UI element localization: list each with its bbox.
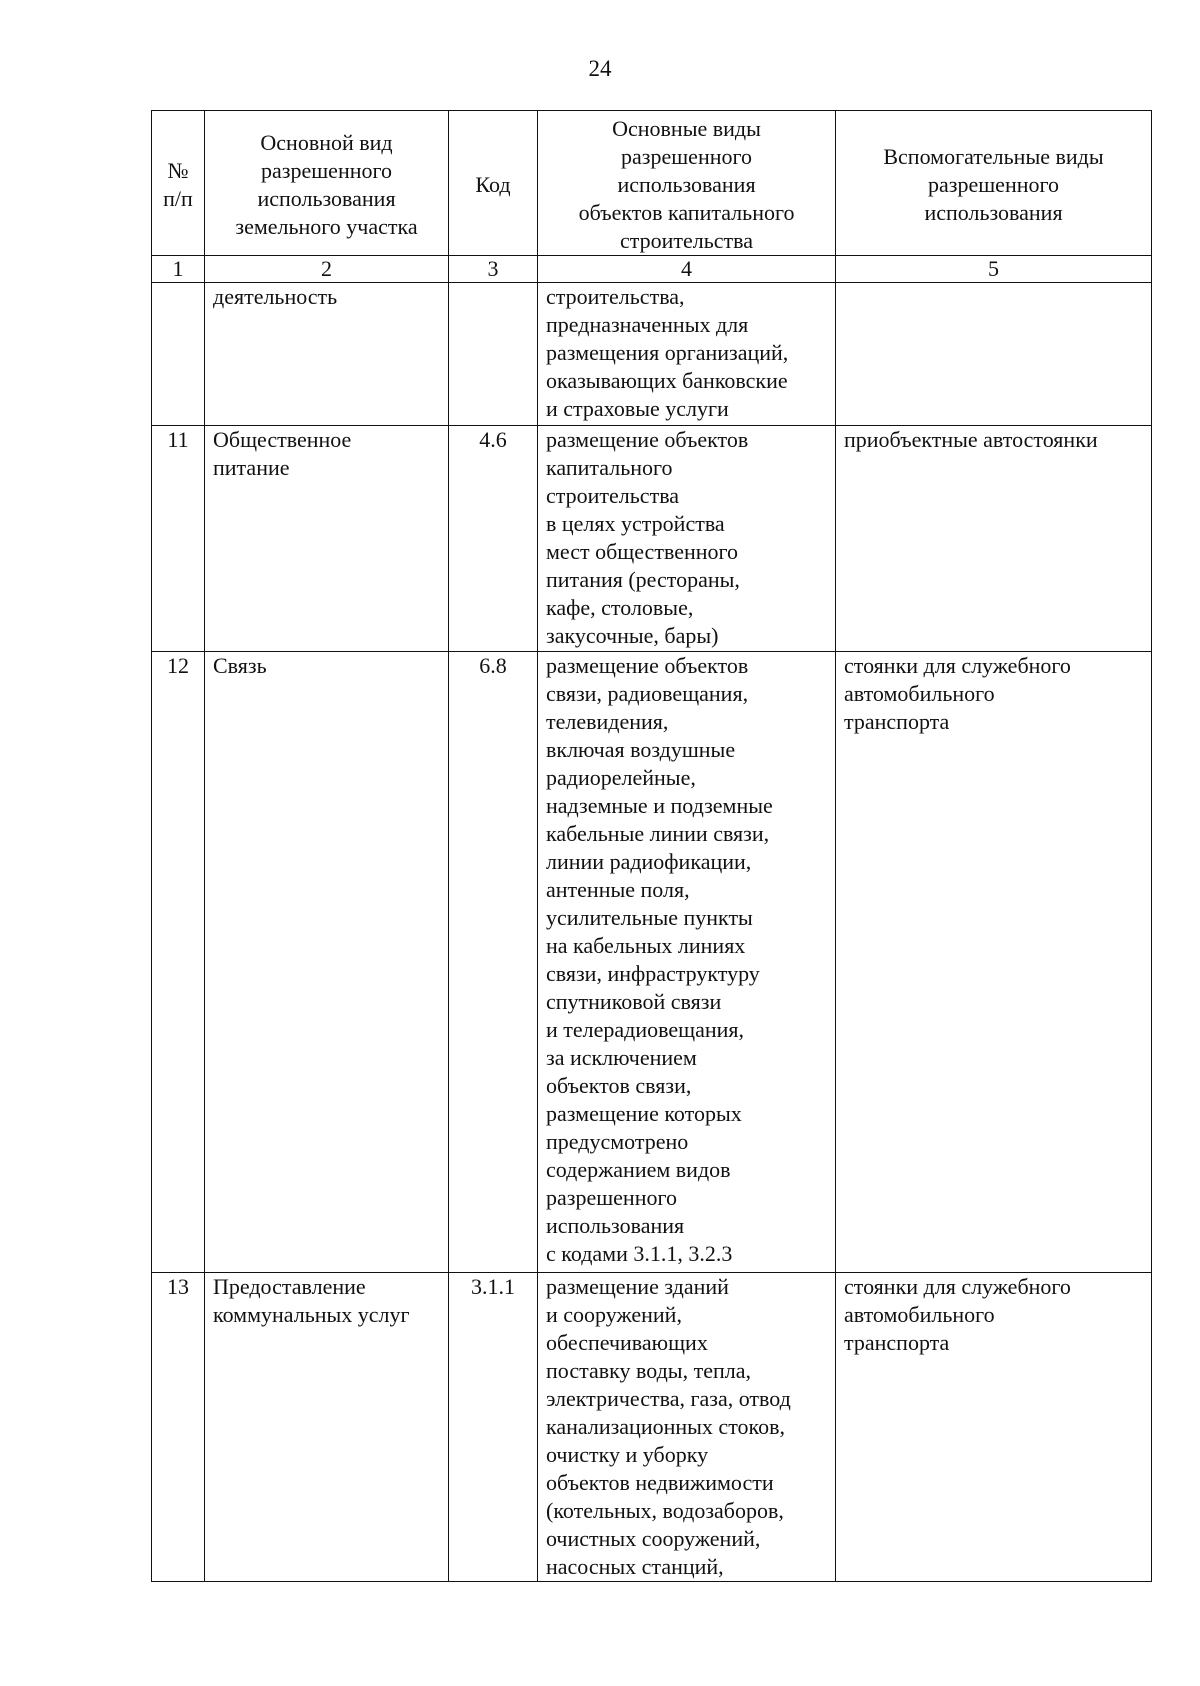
row-number — [152, 283, 205, 426]
header-code: Код — [449, 111, 538, 256]
header-main-capital-use: Основные виды разрешенного использования объектов капитального строительства — [538, 111, 836, 256]
header-main-land-use: Основной вид разрешенного использования земельного участка — [205, 111, 449, 256]
main-land-use: Предоставление коммунальных услуг — [205, 1273, 449, 1582]
auxiliary-use: приобъектные автостоянки — [836, 426, 1152, 652]
main-capital-use: размещение объектов связи, радиовещания, телевидения, включая воздушные радиорелейные, надземные и подземные кабельные линии связи, линии радиофикации, антенные поля, усилительные пункты на кабельных линиях связи, инфраструктуру спутниковой связи и телерадиовещания, за исключением объектов связи, размещение которых предусмотрено содержанием видов разрешенного использования с кодами 3.1.1, 3.2.3 — [538, 652, 836, 1273]
use-code: 3.1.1 — [449, 1273, 538, 1582]
main-capital-use: размещение зданий и сооружений, обеспечивающих поставку воды, тепла, электричества, газа, отвод канализационных стоков, очистку и уборку объектов недвижимости (котельных, водозаборов, очистных сооружений, насосных станций, — [538, 1273, 836, 1582]
header-auxiliary-use: Вспомогательные виды разрешенного использования — [836, 111, 1152, 256]
main-land-use: Общественное питание — [205, 426, 449, 652]
table-row — [152, 1273, 1152, 1582]
row-number: 13 — [152, 1273, 205, 1582]
auxiliary-use: стоянки для служебного автомобильного транспорта — [836, 1273, 1152, 1582]
column-number: 2 — [205, 256, 449, 283]
table-header-row — [152, 111, 1152, 256]
column-number: 5 — [836, 256, 1152, 283]
column-number: 3 — [449, 256, 538, 283]
table-row — [152, 652, 1152, 1273]
land-use-table — [151, 110, 1152, 1582]
row-number: 11 — [152, 426, 205, 652]
table-row — [152, 283, 1152, 426]
main-capital-use: размещение объектов капитального строительства в целях устройства мест общественного питания (рестораны, кафе, столовые, закусочные, бары) — [538, 426, 836, 652]
header-row-number: № п/п — [152, 111, 205, 256]
auxiliary-use — [836, 283, 1152, 426]
use-code — [449, 283, 538, 426]
use-code: 6.8 — [449, 652, 538, 1273]
row-number: 12 — [152, 652, 205, 1273]
column-number: 1 — [152, 256, 205, 283]
use-code: 4.6 — [449, 426, 538, 652]
column-number-row — [152, 256, 1152, 283]
page-number: 24 — [588, 56, 612, 81]
column-number: 4 — [538, 256, 836, 283]
table-row — [152, 426, 1152, 652]
main-capital-use: строительства, предназначенных для размещения организаций, оказывающих банковские и страховые услуги — [538, 283, 836, 426]
auxiliary-use: стоянки для служебного автомобильного транспорта — [836, 652, 1152, 1273]
main-land-use: деятельность — [205, 283, 449, 426]
main-land-use: Связь — [205, 652, 449, 1273]
